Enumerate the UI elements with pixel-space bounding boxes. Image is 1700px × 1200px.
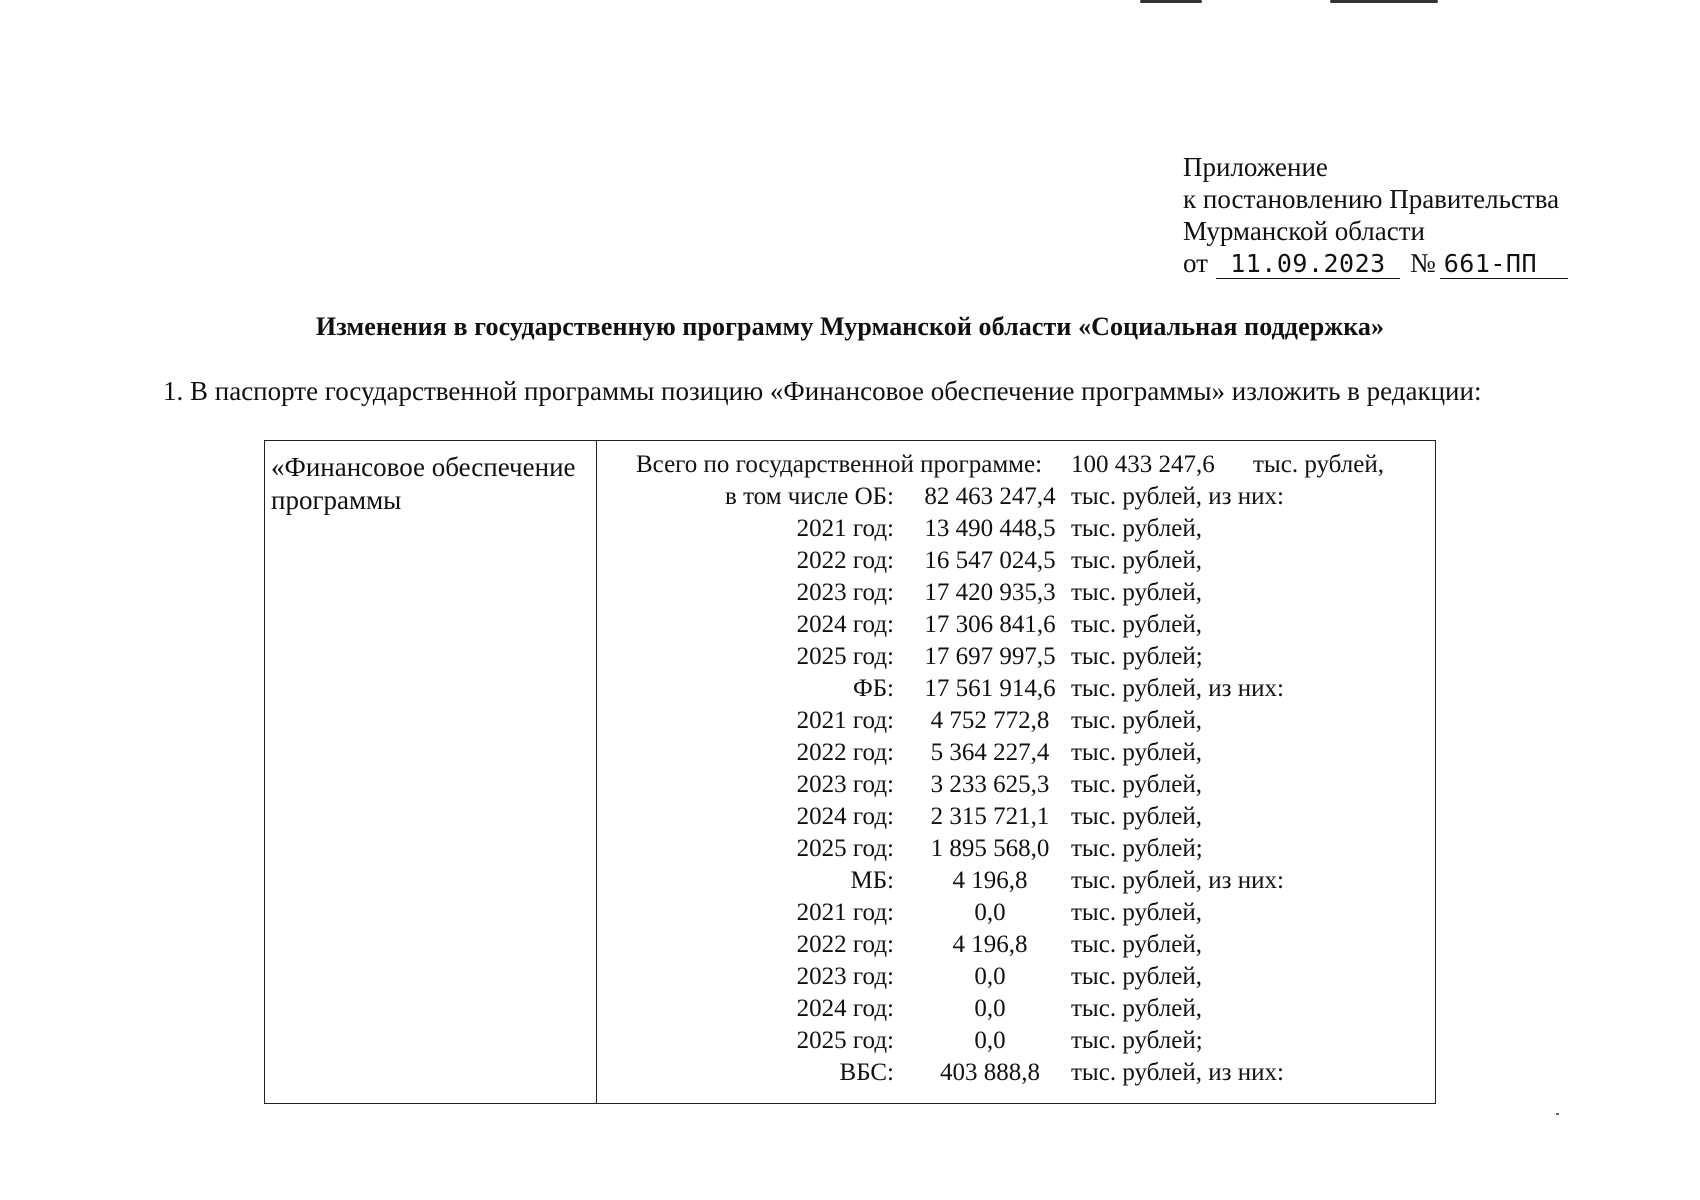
row-unit: тыс. рублей, из них: bbox=[1071, 1059, 1284, 1086]
financing-row bbox=[605, 1027, 1425, 1059]
row-value: 4 196,8 bbox=[952, 867, 1028, 894]
appendix-line-2: к постановлению Правительства bbox=[1183, 184, 1560, 214]
row-label: 2024 год: bbox=[796, 995, 894, 1022]
financing-row bbox=[605, 611, 1425, 643]
financing-row bbox=[605, 739, 1425, 771]
position-name-cell: «Финансовое обеспечение программы bbox=[271, 452, 576, 515]
row-value: 1 895 568,0 bbox=[930, 835, 1050, 862]
decree-date: 11.09.2023 bbox=[1216, 250, 1400, 279]
row-label: 2022 год: bbox=[796, 739, 894, 766]
scan-artifact bbox=[1140, 0, 1202, 3]
row-unit: тыс. рублей, bbox=[1071, 707, 1202, 734]
row-label: 2021 год: bbox=[796, 707, 894, 734]
total-label: Всего по государственной программе: bbox=[636, 451, 1043, 478]
row-label: ВБС: bbox=[839, 1059, 894, 1086]
row-label: 2024 год: bbox=[796, 803, 894, 830]
row-unit: тыс. рублей, bbox=[1071, 771, 1202, 798]
row-unit: тыс. рублей, bbox=[1071, 611, 1202, 638]
scan-artifact bbox=[1330, 0, 1438, 3]
appendix-reference bbox=[1183, 247, 1568, 279]
row-label: 2023 год: bbox=[796, 963, 894, 990]
total-row bbox=[605, 451, 1425, 483]
column-divider bbox=[596, 441, 597, 1103]
row-label: 2023 год: bbox=[796, 579, 894, 606]
row-label: 2023 год: bbox=[796, 771, 894, 798]
row-label: в том числе ОБ: bbox=[725, 483, 894, 510]
row-unit: тыс. рублей, bbox=[1071, 515, 1202, 542]
row-value: 0,0 bbox=[974, 899, 1006, 926]
row-label: 2021 год: bbox=[796, 515, 894, 542]
financing-row bbox=[605, 867, 1425, 899]
row-unit: тыс. рублей; bbox=[1071, 835, 1203, 862]
financing-row bbox=[605, 547, 1425, 579]
row-value: 17 561 914,6 bbox=[924, 675, 1056, 702]
financing-row bbox=[605, 515, 1425, 547]
row-unit: тыс. рублей, bbox=[1071, 963, 1202, 990]
financing-table bbox=[264, 440, 1436, 1104]
financing-row bbox=[605, 771, 1425, 803]
row-label: 2022 год: bbox=[796, 931, 894, 958]
date-prefix: от bbox=[1183, 248, 1208, 278]
number-prefix: № bbox=[1409, 248, 1436, 278]
decree-number: 661-ПП bbox=[1440, 250, 1568, 279]
row-unit: тыс. рублей, bbox=[1071, 995, 1202, 1022]
financing-row bbox=[605, 579, 1425, 611]
row-label: 2024 год: bbox=[796, 611, 894, 638]
row-value: 17 306 841,6 bbox=[924, 611, 1056, 638]
financing-row bbox=[605, 675, 1425, 707]
row-unit: тыс. рублей, из них: bbox=[1071, 483, 1284, 510]
total-value: 100 433 247,6 bbox=[1071, 451, 1215, 478]
row-value: 403 888,8 bbox=[940, 1059, 1040, 1086]
financing-row bbox=[605, 963, 1425, 995]
row-value: 17 697 997,5 bbox=[924, 643, 1056, 670]
scan-speck bbox=[1556, 1113, 1559, 1115]
row-value: 13 490 448,5 bbox=[924, 515, 1056, 542]
total-unit: тыс. рублей, bbox=[1253, 451, 1384, 478]
row-value: 0,0 bbox=[974, 1027, 1006, 1054]
row-unit: тыс. рублей, bbox=[1071, 739, 1202, 766]
appendix-title: Приложение bbox=[1183, 152, 1328, 182]
row-label: 2025 год: bbox=[796, 1027, 894, 1054]
row-unit: тыс. рублей, bbox=[1071, 803, 1202, 830]
financing-row bbox=[605, 483, 1425, 515]
row-unit: тыс. рублей, bbox=[1071, 931, 1202, 958]
row-unit: тыс. рублей; bbox=[1071, 1027, 1203, 1054]
row-unit: тыс. рублей, bbox=[1071, 547, 1202, 574]
financing-details-cell bbox=[605, 451, 1425, 1091]
financing-row bbox=[605, 803, 1425, 835]
row-value: 0,0 bbox=[974, 995, 1006, 1022]
item-paragraph: 1. В паспорте государственной программы позицию «Финансовое обеспечение программы» изложить в редакции: bbox=[163, 376, 1482, 406]
financing-row bbox=[605, 995, 1425, 1027]
row-value: 0,0 bbox=[974, 963, 1006, 990]
row-unit: тыс. рублей, из них: bbox=[1071, 867, 1284, 894]
row-label: 2021 год: bbox=[796, 899, 894, 926]
row-value: 82 463 247,4 bbox=[924, 483, 1056, 510]
row-unit: тыс. рублей; bbox=[1071, 643, 1203, 670]
row-label: ФБ: bbox=[852, 675, 894, 702]
row-value: 16 547 024,5 bbox=[924, 547, 1056, 574]
financing-row bbox=[605, 707, 1425, 739]
row-label: 2022 год: bbox=[796, 547, 894, 574]
row-value: 3 233 625,3 bbox=[930, 771, 1050, 798]
row-value: 2 315 721,1 bbox=[930, 803, 1050, 830]
financing-row bbox=[605, 931, 1425, 963]
row-value: 17 420 935,3 bbox=[924, 579, 1056, 606]
row-value: 4 752 772,8 bbox=[930, 707, 1050, 734]
appendix-block bbox=[1183, 151, 1568, 279]
row-label: 2025 год: bbox=[796, 835, 894, 862]
financing-row bbox=[605, 899, 1425, 931]
row-unit: тыс. рублей, bbox=[1071, 579, 1202, 606]
financing-row bbox=[605, 643, 1425, 675]
financing-row bbox=[605, 1059, 1425, 1091]
appendix-line-3: Мурманской области bbox=[1183, 216, 1425, 246]
row-unit: тыс. рублей, bbox=[1071, 899, 1202, 926]
row-label: 2025 год: bbox=[796, 643, 894, 670]
row-value: 4 196,8 bbox=[952, 931, 1028, 958]
financing-row bbox=[605, 835, 1425, 867]
document-title: Изменения в государственную программу Мурманской области «Социальная поддержка» bbox=[315, 312, 1385, 341]
row-unit: тыс. рублей, из них: bbox=[1071, 675, 1284, 702]
row-label: МБ: bbox=[850, 867, 894, 894]
row-value: 5 364 227,4 bbox=[930, 739, 1050, 766]
